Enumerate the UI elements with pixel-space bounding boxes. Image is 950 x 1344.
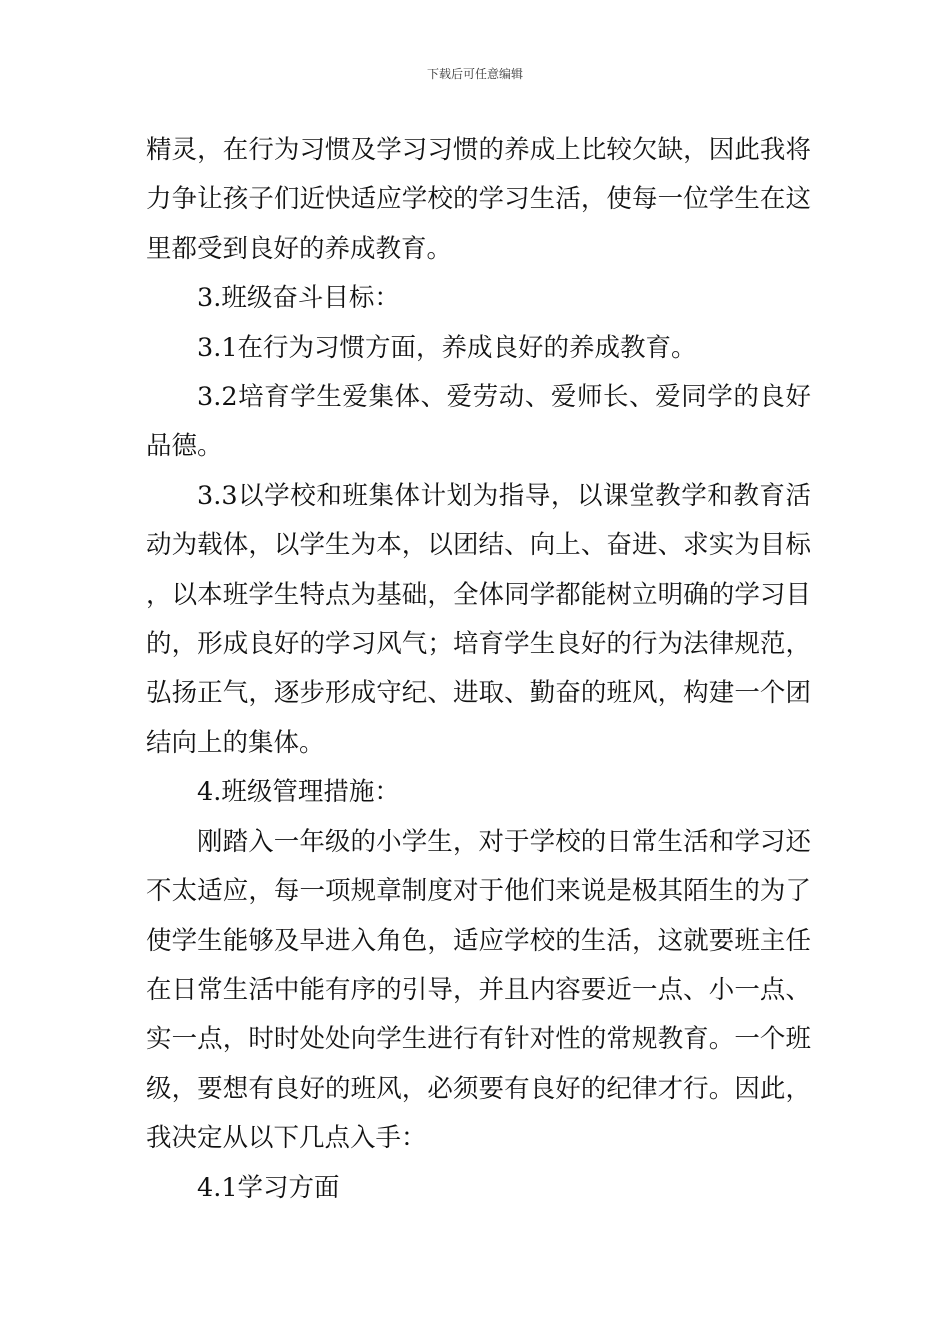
- section-heading-class-goals: 3.班级奋斗目标：: [197, 283, 400, 314]
- page-header-note: 下载后可任意编辑: [426, 67, 523, 81]
- paragraph-goal-3-1: 3.1在行为习惯方面，养成良好的养成教育。: [197, 332, 697, 363]
- paragraph-continuation: 精灵，在行为习惯及学习习惯的养成上比较欠缺，因此我将力争让孩子们近快适应学校的学习生活，使每一位学生在这里都受到良好的养成教育。: [146, 135, 811, 264]
- subsection-heading-study: 4.1学习方面: [197, 1172, 340, 1203]
- document-body: [146, 126, 811, 1213]
- section-heading-class-management: 4.班级管理措施：: [197, 777, 400, 808]
- paragraph-goal-3-3: 3.3以学校和班集体计划为指导，以课堂教学和教育活动为载体，以学生为本，以团结、向上、奋进、求实为目标，以本班学生特点为基础，全体同学都能树立明确的学习目的，形成良好的学习风气；培育学生良好的行为法律规范，弘扬正气，逐步形成守纪、进取、勤奋的班风，构建一个团结向上的集体。: [146, 480, 811, 758]
- paragraph-management-intro: 刚踏入一年级的小学生，对于学校的日常生活和学习还不太适应，每一项规章制度对于他们来说是极其陌生的为了使学生能够及早进入角色，适应学校的生活，这就要班主任在日常生活中能有序的引导，并且内容要近一点、小一点、实一点，时时处处向学生进行有针对性的常规教育。一个班级，要想有良好的班风，必须要有良好的纪律才行。因此，我决定从以下几点入手：: [146, 826, 811, 1154]
- paragraph-goal-3-2: 3.2培育学生爱集体、爱劳动、爱师长、爱同学的良好品德。: [146, 382, 811, 462]
